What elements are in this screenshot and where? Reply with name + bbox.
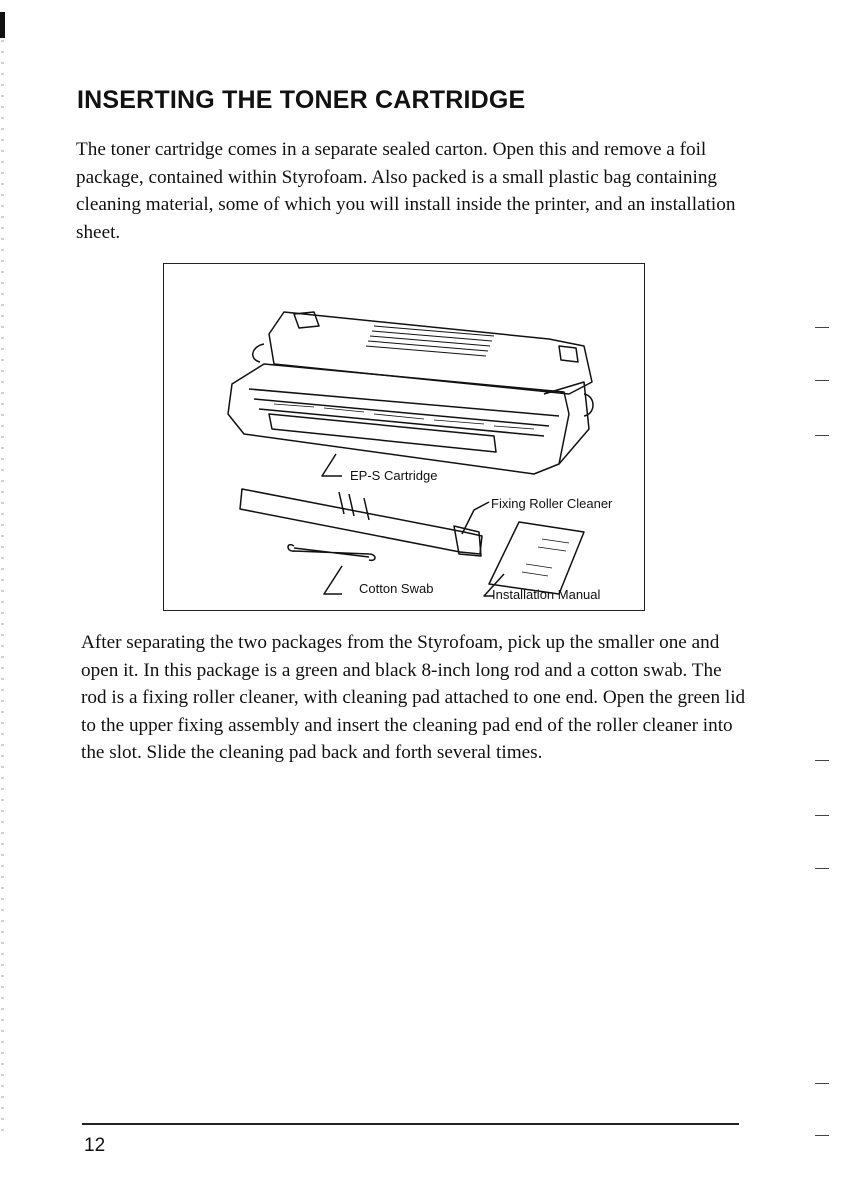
package-contents-figure [163,263,645,611]
cartridge-rails [249,389,559,436]
scan-edge-noise [1,40,4,1140]
cotton-swab-leader [324,566,342,594]
label-installation-manual: Installation Manual [492,587,601,602]
cartridge-texture [274,404,534,429]
cartridge-body [228,364,569,474]
installation-manual-sheet [489,522,584,594]
instructions-paragraph: After separating the two packages from the Styrofoam, pick up the smaller one and open it. In this package is a green and black 8-inch long rod and a cotton swab. The rod is a fixing roller cleaner, with cleaning pad attached to one end. Open the green lid to the upper fixing assembly and insert the cleaning pad end of the roller cleaner into the slot. Slide the cleaning pad back and forth several times. [81,632,746,763]
right-margin-marks [815,0,831,1199]
cartridge-right-tab [559,346,578,362]
cotton-swab [288,545,375,561]
package-contents-illustration [164,264,644,610]
scan-edge-mark [0,12,5,38]
manual-text-lines [522,539,569,576]
label-ep-s-cartridge: EP-S Cartridge [350,468,438,483]
cartridge-grille [366,326,494,356]
label-cotton-swab: Cotton Swab [359,581,434,596]
roller-cleaner-clips [339,492,369,520]
cartridge-leader [322,454,342,476]
label-fixing-roller-cleaner: Fixing Roller Cleaner [491,496,613,511]
page-number: 12 [84,1135,106,1156]
cartridge-left-hinge [253,344,593,416]
intro-paragraph: The toner cartridge comes in a separate sealed carton. Open this and remove a foil package, contained within Styrofoam. Also packed is a small plastic bag containing cleaning material, some of which you will install inside the printer, and an installation sheet. [76,139,736,243]
footer-rule [82,1123,739,1125]
roller-cleaner-rod [240,489,482,554]
cartridge-top-cover [269,312,592,394]
cartridge-window [269,414,496,452]
section-heading: INSERTING THE TONER CARTRIDGE [77,86,526,114]
